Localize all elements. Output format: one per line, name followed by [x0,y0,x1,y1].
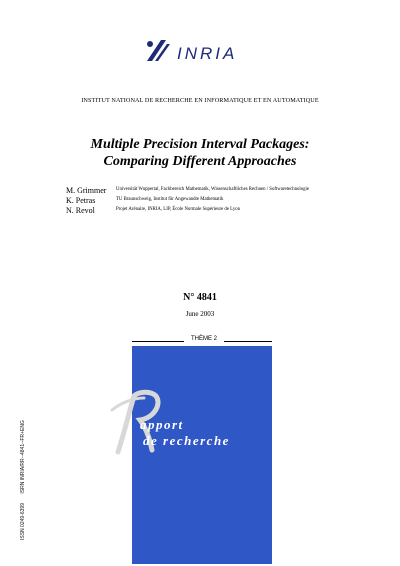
author-name: N. Revol [66,206,95,215]
institute-name: INSTITUT NATIONAL DE RECHERCHE EN INFORMATIQUE ET EN AUTOMATIQUE [81,97,319,104]
report-title [0,136,400,170]
theme-text: THÈME 2 [190,336,217,342]
logo-text: INRIA [177,44,238,63]
issn-vertical-text [20,404,28,540]
author-affiliation: TU Braunschweig, Institut für Angewandte Mathematik [116,197,224,202]
author-affiliation: Projet Arénaire, INRIA, LIP, École Normale Supérieure de Lyon [116,207,241,212]
author-list [66,186,386,216]
issn-number: ISSN 0249-6399 [20,503,26,540]
author-name: K. Petras [66,196,96,205]
rapport-line-1: apport [140,417,184,432]
author-name: M. Grimmer [66,186,107,195]
theme-rule-left [132,341,184,342]
author-row [66,206,386,216]
inria-logo-icon [143,36,173,66]
title-line-2: Comparing Different Approaches [103,154,297,169]
author-affiliation: Universität Wuppertal, Fachbereich Mathematik, Wissenschaftliches Rechnen / Softwaretechnologie [116,187,309,192]
rapport-line-2: de recherche [143,433,230,448]
report-number: N° 4841 [183,292,217,303]
inria-logo [143,36,263,66]
theme-rule-right [224,341,272,342]
author-row [66,196,386,206]
isrn-number: ISRN INRIA/RR--4841--FR+ENG [20,420,26,494]
theme-label [132,336,272,346]
report-date: June 2003 [185,310,215,318]
author-row [66,186,386,196]
title-line-1: Multiple Precision Interval Packages: [90,137,310,152]
